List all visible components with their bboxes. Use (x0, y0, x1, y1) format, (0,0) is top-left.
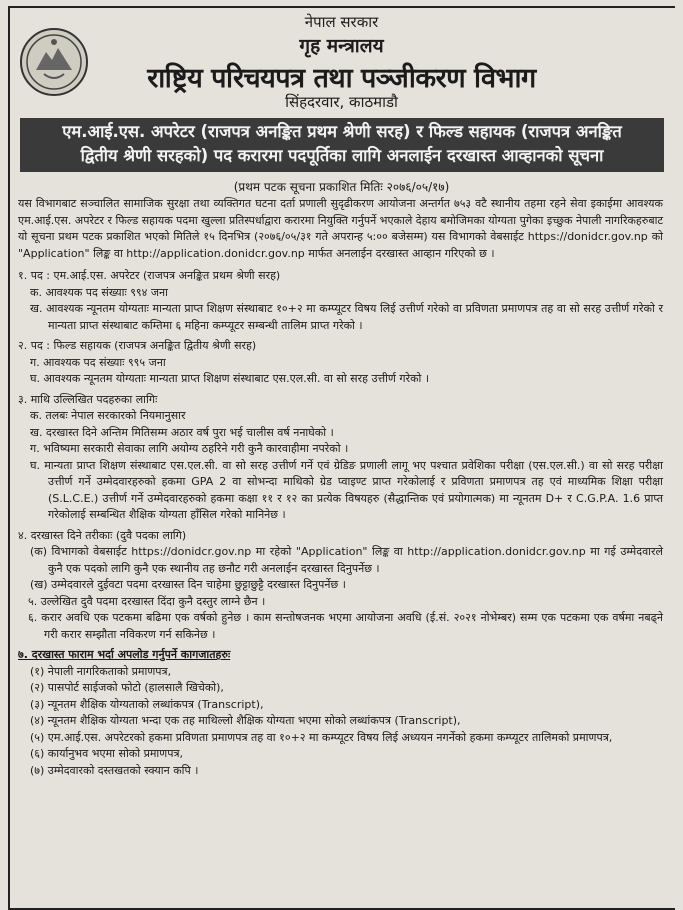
department-name: राष्ट्रिय परिचयपत्र तथा पञ्जीकरण विभाग (147, 63, 536, 94)
address: सिंहदरवार, काठमाडौ (285, 93, 398, 111)
notice-body (18, 196, 663, 779)
ministry-name: गृह मन्त्रालय (299, 35, 384, 57)
section-4 (18, 528, 663, 594)
section-6: ६. करार अवधि एक पटकमा बढिमा एक वर्षको हुनेछ । काम सन्तोषजनक भएमा आयोजना अवधि (ई.सं. २०२१ नोभेम्बर) सम्म एक पटकमा एक वर्षमा नबढ्ने गरी करार सम्झौता नविकरण गर्न सकिनेछ । (28, 611, 663, 641)
notice-title-banner (20, 118, 664, 172)
section-2-item-b: घ. आवश्यक न्यूनतम योग्यताः मान्यता प्राप्त शिक्षण संस्थाबाट एस.एल.सी. वा सो सरह उत्तीर्ण गरेको । (30, 372, 430, 385)
banner-line-2: द्वितीय श्रेणी सरहको) पद करारमा पदपूर्तिका लागि अनलाईन दरखास्त आव्हानको सूचना (80, 146, 604, 165)
section-1 (18, 268, 663, 334)
section-3 (18, 392, 663, 524)
document-list-item: (६) कार्यानुभव भएमा सोको प्रमाणपत्र, (30, 747, 184, 760)
section-2-title: २. पद : फिल्ड सहायक (राजपत्र अनङ्कित द्वितीय श्रेणी सरह) (18, 339, 257, 352)
section-4-item-b: (ख) उम्मेदवारले दुईवटा पदमा दरखास्त दिन चाहेमा छुट्टाछुट्टै दरखास्त दिनुपर्नेछ । (30, 578, 346, 591)
document-list-item: (७) उम्मेदवारको दस्तखतको स्क्यान कपि । (30, 763, 199, 777)
document-list-item: (५) एम.आई.एस. अपरेटरको हकमा प्रविणता प्रमाणपत्र तह वा १०+२ मा कम्प्यूटर विषय लिई अध्ययन नगर्नेको हकमा कम्प्यूटर तालिमको प्रमाणपत्र, (30, 730, 613, 744)
section-7-title: ७. दरखास्त फाराम भर्दा अपलोड गर्नुपर्ने कागजातहरुः (18, 648, 231, 661)
section-4-item-a: (क) विभागको वेबसाईट https://donidcr.gov.np मा रहेको "Application" लिङ्क वा http://application.donidcr.gov.np मा गई उम्मेदवारले कुनै एक पदको लागि कुनै एक स्थानीय तह छनौट गरी अनलाईन दरखास्त दिनुपर्नेछ । (30, 545, 663, 575)
section-3-item-d: घ. मान्यता प्राप्त शिक्षण संस्थाबाट एस.एल.सी. वा सो सरह उत्तीर्ण गर्ने एवं ग्रेडिङ प्रणाली लागू भए पश्चात प्रवेशिका परीक्षा (एस.एल.सी.) वा सो सरह परीक्षा उत्तीर्ण गर्ने उम्मेदवारहरुको हकमा GPA 2 वा सोभन्दा माथिको ग्रेड प्वाइण्ट प्राप्त गरेकोलाई र प्रविणता प्रमाणपत्र तह एवं माध्यमिक शिक्षा परीक्षा (S.L.C.E.) उत्तीर्ण गर्ने उम्मेदवारहरुको हकमा कक्षा ११ र १२ का प्रत्येक विषयहरु (सैद्धान्तिक एवं प्रयोगात्मक) मा न्यूनतम D+ र C.G.P.A. 1.6 प्राप्त गरेकोलाई सम्बन्धित शैक्षिक योग्यता हाँसिल गरेको मानिनेछ । (30, 458, 663, 521)
govt-name: नेपाल सरकार (304, 13, 379, 31)
intro-paragraph: यस विभागबाट सञ्चालित सामाजिक सुरक्षा तथा व्यक्तिगत घटना दर्ता प्रणाली सुदृढीकरण आयोजना अन्तर्गत ७५३ वटै स्थानीय तहमा रहने सेवा इकाईमा आवश्यक एम.आई.एस. अपरेटर र फिल्ड सहायक पदमा खुल्ला प्रतिस्पर्धाद्वारा करारमा नियुक्ति गर्नुपर्ने भएकाले देहाय बमोजिमका योग्यता पुगेका इच्छुक नेपाली नागरिकहरुबाट यो सूचना प्रथम पटक प्रकाशित भएको मितिले १५ दिनभित्र (२०७६/०५/३१ गते अपरान्ह ५:०० बजेसम्म) यस विभागको वेबसाईट https://donidcr.gov.np को "Application" लिङ्क वा http://application.donidcr.gov.np मार्फत अनलाईन दरखास्त आव्हान गरिएको छ । (18, 197, 663, 260)
section-1-item-b: ख. आवश्यक न्यूनतम योग्यताः मान्यता प्राप्त शिक्षण संस्थाबाट १०+२ मा कम्प्यूटर विषय लिई उत्तीर्ण गरेको वा प्रविणता प्रमाणपत्र तह वा सो सरह उत्तीर्ण गरेको र मान्यता प्राप्त संस्थाबाट कम्तिमा ६ महिना कम्प्यूटर सम्बन्धी तालिम प्राप्त गरेको । (30, 302, 663, 332)
section-5: ५. उल्लेखित दुवै पदमा दरखास्त दिंदा कुनै दस्तुर लाग्ने छैन । (28, 594, 266, 608)
section-1-item-a: क. आवश्यक पद संख्याः ९९४ जना (30, 285, 168, 299)
publish-date: (प्रथम पटक सूचना प्रकाशित मितिः २०७६/०५/१७) (233, 180, 450, 194)
banner-line-1: एम.आई.एस. अपरेटर (राजपत्र अनङ्कित प्रथम श्रेणी सरह) र फिल्ड सहायक (राजपत्र अनङ्कित (62, 122, 622, 141)
section-3-item-a: क. तलबः नेपाल सरकारको नियमानुसार (30, 409, 186, 422)
section-2 (18, 338, 663, 388)
section-2-item-a: ग. आवश्यक पद संख्याः ९९५ जना (30, 355, 166, 369)
section-3-item-c: ग. भविष्यमा सरकारी सेवाका लागि अयोग्य ठहरिने गरी कुनै कारवाहीमा नपरेको । (30, 442, 349, 455)
section-1-title: १. पद : एम.आई.एस. अपरेटर (राजपत्र अनङ्कित प्रथम श्रेणी सरह) (18, 269, 281, 282)
document-list-item: (४) न्यूनतम शैक्षिक योग्यता भन्दा एक तह माथिल्लो शैक्षिक योग्यता भएमा सोको लब्धांकपत्र (Transcript), (30, 714, 461, 727)
section-4-title: ४. दरखास्त दिने तरीकाः (दुवै पदका लागि) (18, 528, 187, 542)
section-7 (18, 647, 663, 779)
section-3-title: ३. माथि उल्लिखित पदहरुका लागिः (18, 392, 158, 406)
document-list-item: (१) नेपाली नागरिकताको प्रमाणपत्र, (30, 664, 172, 678)
section-3-item-b: ख. दरखास्त दिने अन्तिम मितिसम्म अठार वर्ष पुरा भई चालीस वर्ष ननाघेको । (30, 425, 334, 439)
document-list-item: (२) पासपोर्ट साईजको फोटो (हालसालै खिचेको), (30, 681, 224, 694)
document-list-item: (३) न्यूनतम शैक्षिक योग्यताको लब्धांकपत्र (Transcript), (30, 697, 264, 711)
